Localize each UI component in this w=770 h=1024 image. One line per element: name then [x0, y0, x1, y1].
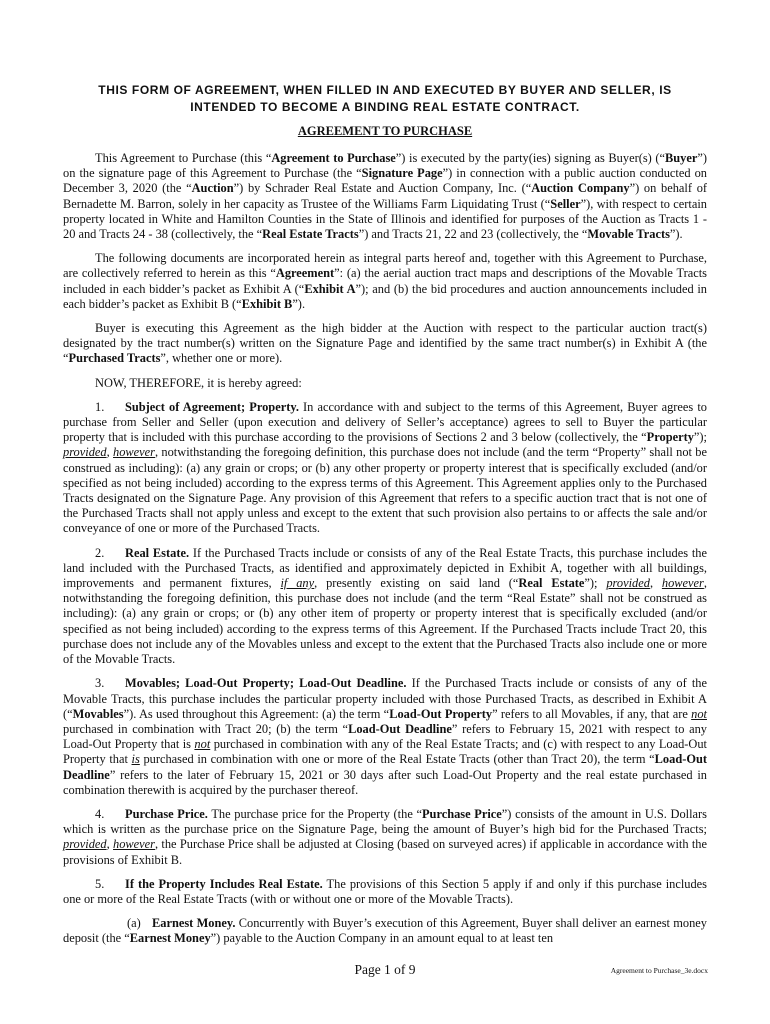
document-title: AGREEMENT TO PURCHASE — [297, 124, 473, 138]
section-heading: Subject of Agreement; Property. — [125, 399, 299, 414]
incorporated-documents-paragraph: The following documents are incorporated herein as integral parts hereof and, together with this Agreement to Purchase, are collectively referred to herein as this “Agreement”: (a) the aerial auction tract maps and descriptions of the Movable Tracts included in each bidder’s packet as Exhibit A (“Exhibit A”); and (b) the bid procedures and auction announcements included in each bidder’s packet as Exhibit B (“Exhibit B”). — [63, 251, 708, 311]
section-number: 5. — [95, 876, 105, 891]
section-5-real-estate-included: 5. If the Property Includes Real Estate. The provisions of this Section 5 apply if and only if this purchase includes one or more of the Real Estate Tracts (with or without one or more of the Movable Tracts). — [63, 876, 708, 906]
binding-contract-notice: THIS FORM OF AGREEMENT, WHEN FILLED IN AND EXECUTED BY BUYER AND SELLER, IS INTENDED TO BECOME A BINDING REAL ESTATE CONTRACT. — [98, 83, 672, 114]
subsection-heading: Earnest Money. — [152, 916, 236, 931]
section-1-subject-of-agreement: 1. Subject of Agreement; Property. In accordance with and subject to the terms of this Agreement, Buyer agrees to purchase from Seller and Seller (upon execution and delivery of Seller’s acceptance) agrees to sell to Buyer the particular property that is included with this purchase according to the provisions of Sections 2 and 3 below (collectively, the “Property”); provided, however, notwithstanding the foregoing definition, this purchase does not include (and the term “Property” shall not be construed as including): (a) any grain or crops; or (b) any other property or property interest that is specifically excluded (and/or specified as not being included) according to the express terms of this Agreement. This Agreement applies only to the Purchased Tracts designated on the Signature Page. Any provision of this Agreement that refers to a specific auction tract that is not one of the Purchased Tracts shall not apply unless and except to the extent that such provision also pertains to or affects the sale and/or conveyance of one or more of the Purchased Tracts. — [63, 399, 707, 536]
section-number: 4. — [95, 806, 105, 821]
buyer-execution-paragraph: Buyer is executing this Agreement as the high bidder at the Auction with respect to the particular auction tract(s) designated by the tract number(s) written on the Signature Page and identified by the same tract number(s) in Exhibit A (the “Purchased Tracts”, whether one or more). — [63, 321, 707, 366]
section-heading: Movables; Load-Out Property; Load-Out Deadline. — [125, 676, 407, 691]
page-number: Page 1 of 9 — [354, 962, 416, 977]
section-5a-earnest-money: (a) Earnest Money. Concurrently with Buyer’s execution of this Agreement, Buyer shall deliver an earnest money deposit (the “Earnest Money”) payable to the Auction Company in an amount equal to at least ten — [63, 916, 707, 946]
section-heading: If the Property Includes Real Estate. — [125, 876, 323, 891]
section-heading: Real Estate. — [125, 545, 190, 560]
section-heading: Purchase Price. — [125, 806, 208, 821]
subsection-number: (a) — [127, 916, 141, 931]
agreement-body — [63, 151, 707, 956]
section-2-real-estate: 2. Real Estate. If the Purchased Tracts include or consists of any of the Real Estate Tracts, this purchase includes the land included with the Purchased Tracts, as identified and approximately depicted in Exhibit A, together with all buildings, improvements and permanent fixtures, if any, presently existing on said land (“Real Estate”); provided, however, notwithstanding the foregoing definition, this purchase does not include (and the term “Real Estate” shall not be construed as including): (a) any grain or crops; or (b) any other item of property or property interest that is specifically excluded (and/or specified as not being included) according to the express terms of this Agreement. If the Purchased Tracts include Tract 20, this purchase does not include any of the Movables unless and except to the extent that the Purchased Tracts also include one or more of the Movable Tracts. — [63, 545, 707, 667]
section-number: 1. — [95, 399, 105, 414]
now-therefore-paragraph: NOW, THEREFORE, it is hereby agreed: — [95, 375, 302, 390]
section-4-purchase-price: 4. Purchase Price. The purchase price for the Property (the “Purchase Price”) consists of the amount in U.S. Dollars which is written as the purchase price on the Signature Page, being the amount of Buyer’s high bid for the Purchased Tracts; provided, however, the Purchase Price shall be adjusted at Closing (based on surveyed acres) if applicable in accordance with the provisions of Exhibit B. — [63, 806, 707, 867]
section-number: 3. — [95, 676, 105, 691]
intro-paragraph: This Agreement to Purchase (this “Agreement to Purchase”) is executed by the party(ies) signing as Buyer(s) (“Buyer”) on the signature page of this Agreement to Purchase (the “Signature Page”) in connection with a public auction conducted on December 3, 2020 (the “Auction”) by Schrader Real Estate and Auction Company, Inc. (“Auction Company”) on behalf of Bernadette M. Barron, solely in her capacity as Trustee of the Williams Farm Liquidating Trust (“Seller”), with respect to certain property located in White and Hamilton Counties in the State of Illinois and identified for purposes of the Auction as Tracts 1 - 20 and Tracts 24 - 38 (collectively, the “Real Estate Tracts”) and Tracts 21, 22 and 23 (collectively, the “Movable Tracts”). — [63, 151, 708, 242]
file-name: Agreement to Purchase_3e.docx — [610, 966, 708, 975]
section-number: 2. — [95, 545, 105, 560]
section-3-movables: 3. Movables; Load-Out Property; Load-Out Deadline. If the Purchased Tracts include or consists of any of the Movable Tracts, this purchase includes the particular property included with those Purchased Tracts, as described in Exhibit A (“Movables”). As used throughout this Agreement: (a) the term “Load-Out Property” refers to all Movables, if any, that are not purchased in combination with Tract 20; (b) the term “Load-Out Deadline” refers to February 15, 2021 with respect to any Load-Out Property that is not purchased in combination with any of the Real Estate Tracts; and (c) with respect to any Load-Out Property that is purchased in combination with one or more of the Real Estate Tracts (other than Tract 20), the term “Load-Out Deadline” refers to the later of February 15, 2021 or 30 days after such Load-Out Property and the real estate purchased in combination therewith is acquired by the purchaser thereof. — [63, 676, 707, 797]
